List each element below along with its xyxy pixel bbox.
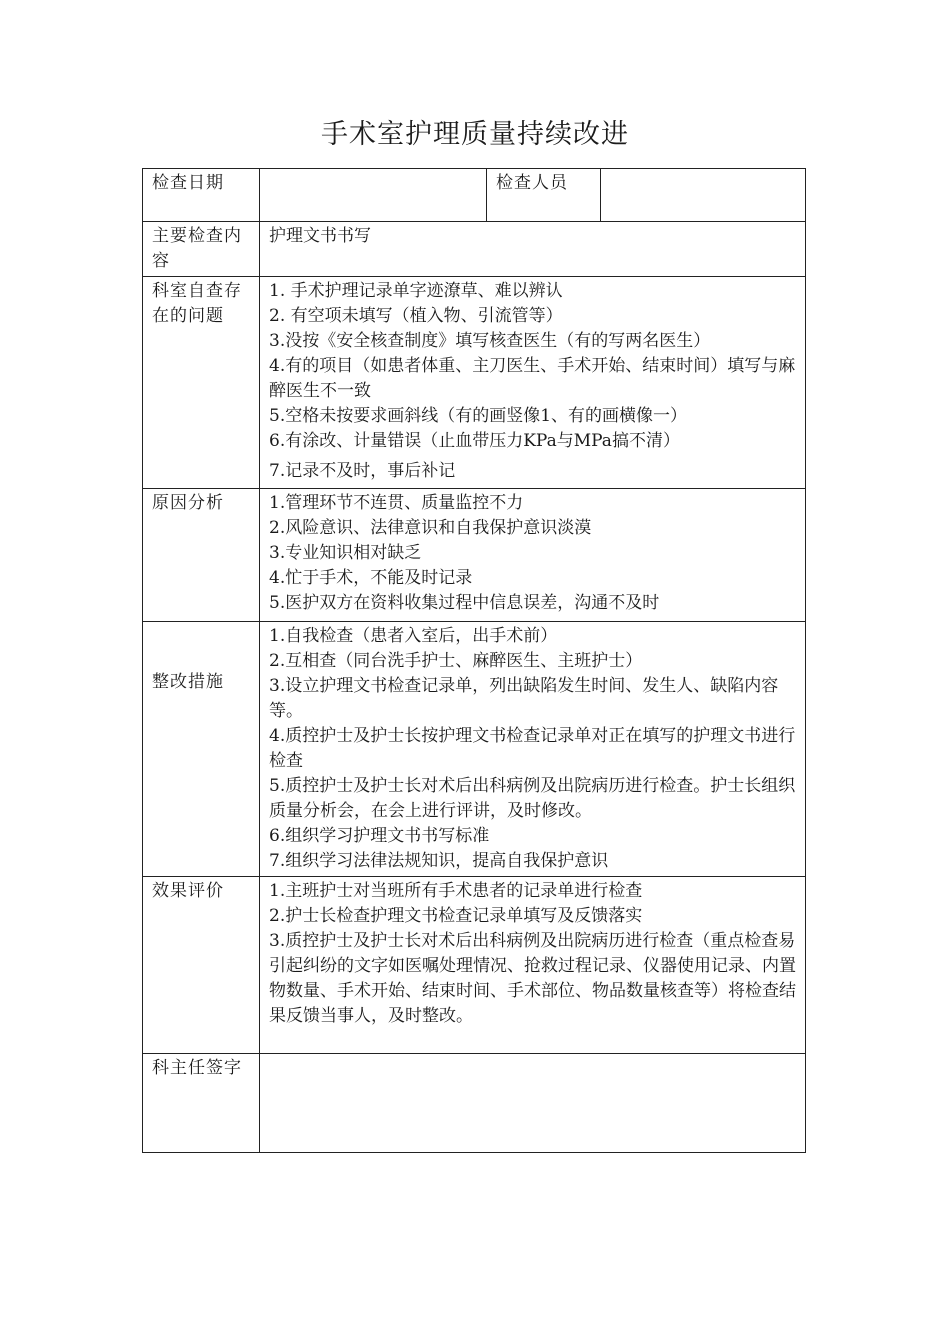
problem-item: 6.有涂改、计量错误（止血带压力KPa与MPa搞不清）: [269, 431, 680, 451]
evaluation-item: 2.护士长检查护理文书检查记录单填写及反馈落实: [269, 906, 643, 926]
problem-item: 3.没按《安全核查制度》填写核查医生（有的写两名医生）: [269, 331, 711, 351]
inspector-label: 检查人员: [487, 169, 601, 222]
inspector-field[interactable]: [601, 169, 806, 222]
cause-item: 1.管理环节不连贯、质量监控不力: [269, 493, 524, 513]
cause-item: 2.风险意识、法律意识和自我保护意识淡漠: [269, 518, 592, 538]
measures-label: 整改措施: [143, 622, 260, 877]
problems-label: 科室自查存在的问题: [143, 277, 260, 489]
cause-item: 3.专业知识相对缺乏: [269, 543, 422, 563]
measure-item: 6.组织学习护理文书书写标准: [269, 826, 490, 846]
measure-item: 3.设立护理文书检查记录单，列出缺陷发生时间、发生人、缺陷内容等。: [269, 676, 779, 721]
problems-row: [143, 277, 806, 489]
cause-item: 4.忙于手术，不能及时记录: [269, 568, 473, 588]
measures-row: [143, 622, 806, 877]
problem-item: 2. 有空项未填写（植入物、引流管等）: [269, 306, 563, 326]
causes-row: [143, 489, 806, 622]
causes-label: 原因分析: [143, 489, 260, 622]
measure-item: 4.质控护士及护士长按护理文书检查记录单对正在填写的护理文书进行检查: [269, 726, 796, 771]
measure-item: 2.互相查（同台洗手护士、麻醉医生、主班护士）: [269, 651, 643, 671]
signature-field[interactable]: [260, 1054, 806, 1153]
problem-item: 1. 手术护理记录单字迹潦草、难以辨认: [269, 281, 563, 301]
problem-item: 4.有的项目（如患者体重、主刀医生、手术开始、结束时间）填写与麻醉医生不一致: [269, 356, 796, 401]
inspection-date-field[interactable]: [260, 169, 487, 222]
inspection-date-label: 检查日期: [143, 169, 260, 222]
evaluation-item: 1.主班护士对当班所有手术患者的记录单进行检查: [269, 881, 643, 901]
measure-item: 5.质控护士及护士长对术后出科病例及出院病历进行检查。护士长组织质量分析会，在会上进行评讲，及时修改。: [269, 776, 796, 821]
measure-item: 1.自我检查（患者入室后，出手术前）: [269, 626, 558, 646]
problem-item: 5.空格未按要求画斜线（有的画竖像1、有的画横像一）: [269, 406, 688, 426]
evaluation-row: [143, 877, 806, 1054]
evaluation-label: 效果评价: [143, 877, 260, 1054]
main-content-label: 主要检查内容: [143, 222, 260, 277]
problems-list: [260, 277, 806, 489]
main-content-value: 护理文书书写: [260, 222, 806, 277]
cause-item: 5.医护双方在资料收集过程中信息误差，沟通不及时: [269, 593, 660, 613]
signature-row: [143, 1054, 806, 1153]
signature-label: 科主任签字: [143, 1054, 260, 1153]
measure-item: 7.组织学习法律法规知识，提高自我保护意识: [269, 851, 609, 871]
header-row: [143, 169, 806, 222]
evaluation-item: 3.质控护士及护士长对术后出科病例及出院病历进行检查（重点检查易引起纠纷的文字如医嘱处理情况、抢救过程记录、仪器使用记录、内置物数量、手术开始、结束时间、手术部位、物品数量核查等）将检查结果反馈当事人，及时整改。: [269, 931, 796, 1026]
measures-list: [260, 622, 806, 877]
problem-item: 7.记录不及时，事后补记: [269, 461, 456, 481]
document-title: 手术室护理质量持续改进: [321, 119, 629, 150]
evaluation-list: [260, 877, 806, 1054]
quality-improvement-form: [142, 168, 806, 1153]
causes-list: [260, 489, 806, 622]
main-content-row: [143, 222, 806, 277]
